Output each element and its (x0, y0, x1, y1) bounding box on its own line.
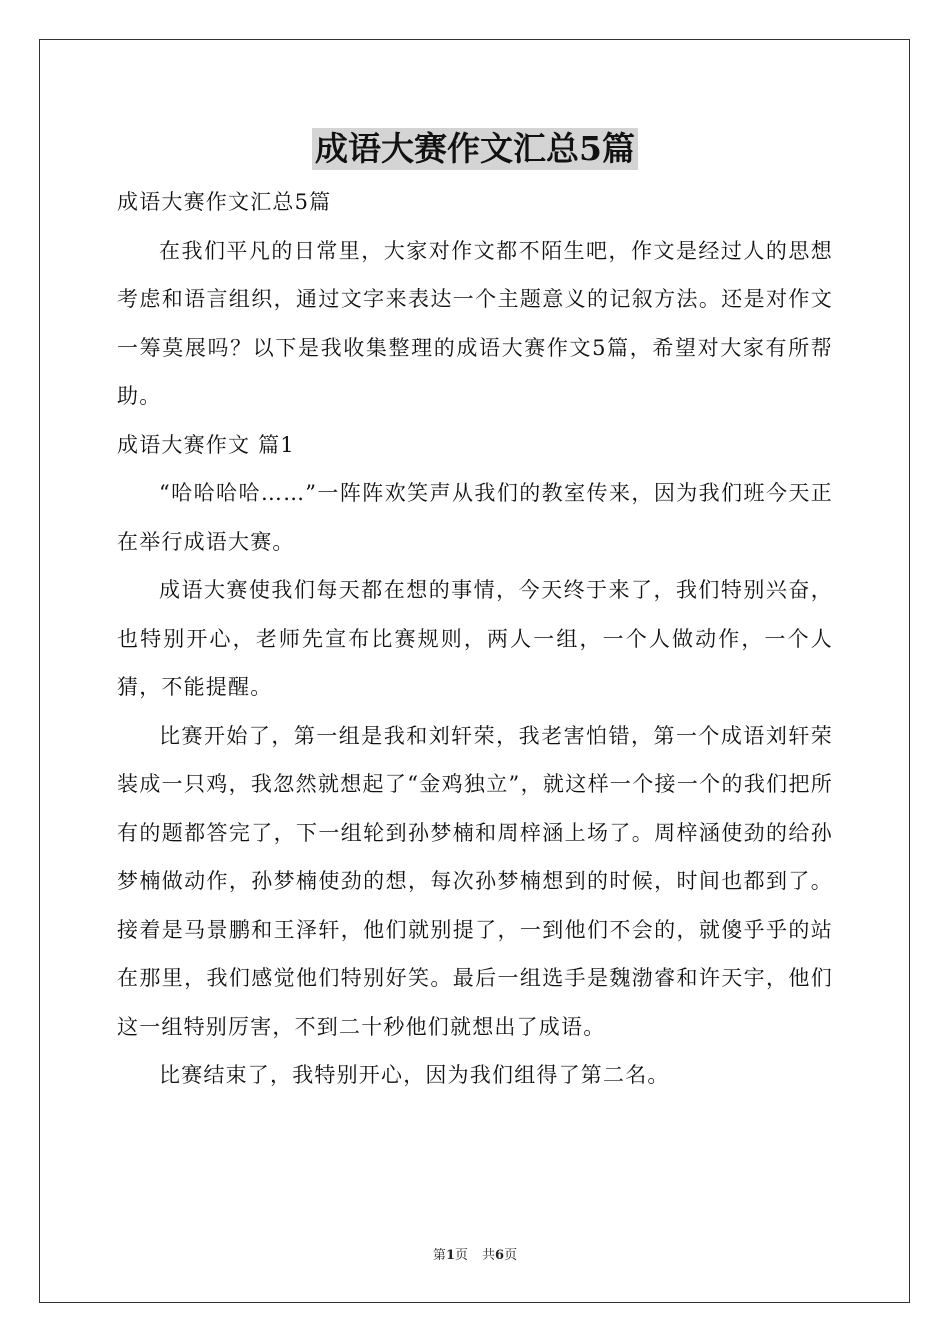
page-prefix: 第 (432, 1248, 446, 1263)
paragraph: 比赛结束了，我特别开心，因为我们组得了第二名。 (159, 1063, 670, 1087)
document-title: 成语大赛作文汇总5篇 (312, 128, 638, 170)
page-current: 1 (445, 1248, 455, 1263)
paragraph: 成语大赛作文汇总5篇 (117, 190, 332, 214)
total-prefix: 共 (482, 1248, 496, 1263)
title-area (0, 128, 950, 170)
page-footer (0, 1247, 950, 1265)
paragraph: 比赛开始了，第一组是我和刘轩荣，我老害怕错，第一个成语刘轩荣装成一只鸡，我忽然就想起了“金鸡独立”，就这样一个接一个的我们把所有的题都答完了，下一组轮到孙梦楠和周梓涵上场了。周梓涵使劲的给孙梦楠做动作，孙梦楠使劲的想，每次孙梦楠想到的时候，时间也都到了。接着是马景鹏和王泽轩，他们就别提了，一到他们不会的，就傻乎乎的站在那里，我们感觉他们特别好笑。最后一组选手是魏渤睿和许天宇，他们这一组特别厉害，不到二十秒他们就想出了成语。 (117, 723, 833, 1039)
page-suffix: 页 (454, 1248, 468, 1263)
paragraph: 成语大赛使我们每天都在想的事情，今天终于来了，我们特别兴奋，也特别开心，老师先宣布比赛规则，两人一组，一个人做动作，一个人猜，不能提醒。 (117, 578, 833, 699)
paragraph: 成语大赛作文 篇1 (117, 432, 295, 457)
document-body (117, 178, 833, 1100)
page-total: 6 (495, 1248, 505, 1263)
total-suffix: 页 (504, 1248, 518, 1263)
paragraph: “哈哈哈哈……”一阵阵欢笑声从我们的教室传来，因为我们班今天正在举行成语大赛。 (117, 481, 833, 554)
paragraph: 在我们平凡的日常里，大家对作文都不陌生吧，作文是经过人的思想考虑和语言组织，通过文字来表达一个主题意义的记叙方法。还是对作文一筹莫展吗？以下是我收集整理的成语大赛作文5篇，希望对大家有所帮助。 (117, 238, 833, 408)
